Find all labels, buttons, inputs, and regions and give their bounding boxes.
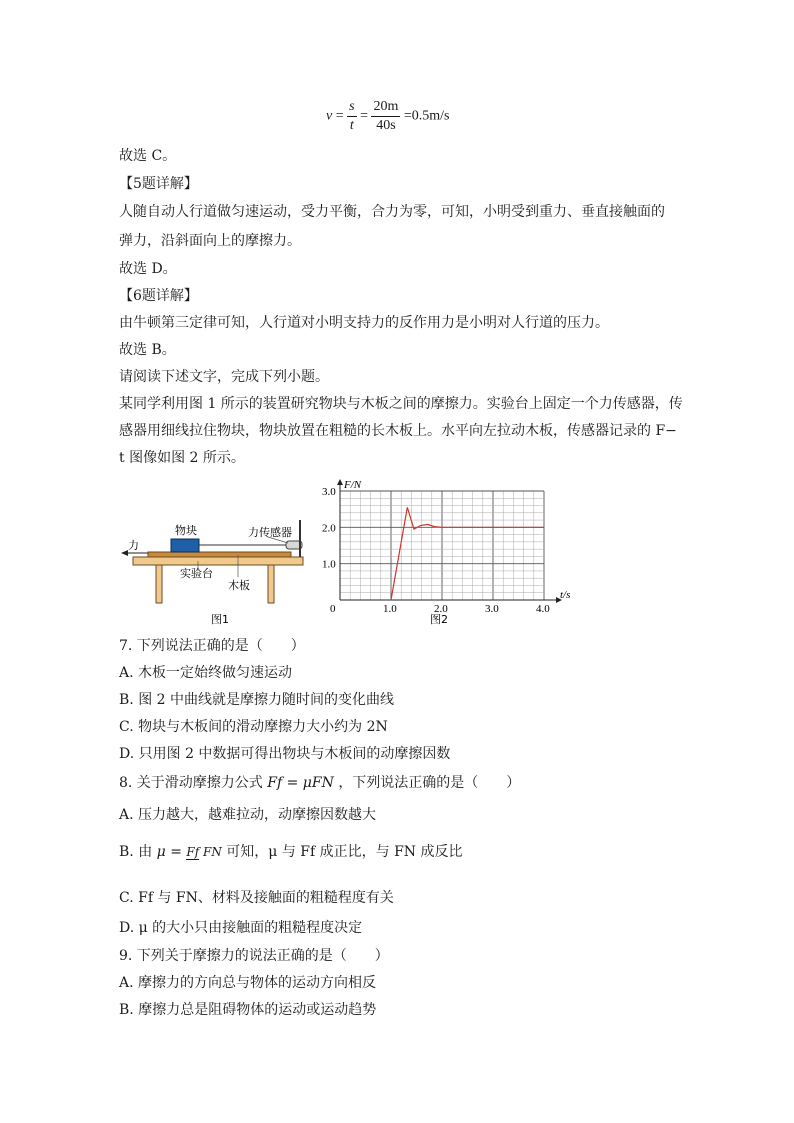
- label-force: 力: [128, 539, 139, 552]
- block: [171, 539, 199, 552]
- formula-numerator: 20m: [371, 98, 400, 117]
- y-axis-arrowhead: [337, 479, 343, 485]
- x-tick-label: 3.0: [485, 603, 499, 615]
- question-8-stem-start: 8. 关于滑动摩擦力公式: [119, 775, 263, 791]
- section-heading-6: 【6题详解】: [119, 288, 198, 304]
- chart-grid: [340, 491, 544, 600]
- chart-origin-label: 0: [330, 603, 336, 615]
- figure-2-chart: [318, 478, 588, 628]
- question-8-stem: [119, 773, 520, 793]
- y-tick-label: 1.0: [322, 558, 336, 571]
- question-9-option-a: A. 摩擦力的方向总与物体的运动方向相反: [119, 975, 377, 991]
- question-8-option-b: [119, 835, 463, 869]
- formula-eq2: =: [360, 108, 368, 124]
- answer-line: 故选 D。: [119, 261, 177, 277]
- formula-eq1: =: [335, 108, 344, 124]
- table-leg-right: [268, 565, 274, 603]
- chart-ylabel: F/N: [344, 479, 362, 491]
- force-time-curve: [391, 507, 544, 600]
- x-tick-label: 1.0: [383, 603, 397, 615]
- question-9-option-b: B. 摩擦力总是阻碍物体的运动或运动趋势: [119, 1002, 377, 1018]
- question-8-option-a: A. 压力越大，越难拉动，动摩擦因数越大: [119, 807, 377, 823]
- pull-arrowhead: [121, 550, 128, 556]
- table-top: [133, 557, 303, 565]
- passage-line: 感器用细线拉住物块，物块放置在粗糙的长木板上。水平向左拉动木板，传感器记录的 F−: [119, 423, 677, 439]
- chart-xlabel: t/s: [560, 589, 571, 601]
- instruction-line: 请阅读下述文字，完成下列小题。: [119, 369, 329, 385]
- question-9-stem: 9. 下列关于摩擦力的说法正确的是（ ）: [119, 948, 389, 964]
- option-b-fraction: [186, 835, 221, 869]
- formula-denominator: 40s: [376, 118, 396, 133]
- y-tick-label: 3.0: [322, 486, 336, 498]
- option-b-prefix: B. 由: [119, 844, 153, 860]
- wooden-board: [148, 552, 291, 557]
- passage-line: 某同学利用图 1 所示的装置研究物块与木板之间的摩擦力。实验台上固定一个力传感器，传: [119, 396, 683, 412]
- formula-fraction-st: [347, 98, 356, 135]
- answer-line: 故选 C。: [119, 148, 177, 164]
- question-7-option-d: D. 只用图 2 中数据可得出物块与木板间的动摩擦因数: [119, 746, 451, 762]
- section-heading-5: 【5题详解】: [119, 176, 198, 192]
- question-8-formula: Ff = μFN: [267, 775, 334, 791]
- formula-t: t: [349, 118, 354, 133]
- question-8-option-d: D. μ 的大小只由接触面的粗糙程度决定: [119, 920, 363, 936]
- chart-series: [391, 507, 544, 600]
- label-block: 物块: [175, 524, 197, 537]
- label-board: 木板: [228, 579, 250, 592]
- x-tick-label: 4.0: [536, 603, 550, 615]
- label-sensor: 力传感器: [248, 526, 292, 539]
- option-b-denominator: FN: [203, 845, 222, 859]
- option-b-numerator: Ff: [186, 845, 200, 859]
- x-tick-label: 2.0: [434, 603, 448, 615]
- formula-v: v: [326, 108, 333, 124]
- table-leg-left: [156, 565, 162, 603]
- question-7-stem: 7. 下列说法正确的是（ ）: [119, 638, 305, 654]
- y-tick-label: 2.0: [322, 522, 336, 535]
- explanation-line: 人随自动人行道做匀速运动，受力平衡，合力为零，可知，小明受到重力、垂直接触面的: [119, 204, 665, 220]
- formula-fraction-values: [371, 98, 400, 135]
- question-8-stem-end: ，下列说法正确的是（ ）: [338, 775, 521, 791]
- label-table: 实验台: [180, 567, 213, 580]
- question-7-option-b: B. 图 2 中曲线就是摩擦力随时间的变化曲线: [119, 692, 394, 708]
- explanation-line: 弹力，沿斜面向上的摩擦力。: [119, 233, 301, 249]
- option-b-mu: μ =: [156, 844, 182, 860]
- velocity-formula: [326, 98, 450, 135]
- formula-result: =0.5m/s: [403, 108, 450, 124]
- figure-1-apparatus: [118, 515, 318, 630]
- answer-line: 故选 B。: [119, 342, 176, 358]
- question-7-option-a: A. 木板一定始终做匀速运动: [119, 665, 293, 681]
- explanation-line: 由牛顿第三定律可知，人行道对小明支持力的反作用力是小明对人行道的压力。: [119, 315, 609, 331]
- formula-s: s: [347, 98, 356, 117]
- question-8-option-c: C. Ff 与 FN、材料及接触面的粗糙程度有关: [119, 890, 394, 906]
- passage-line: t 图像如图 2 所示。: [119, 450, 245, 466]
- figure-2-caption: 图2: [430, 613, 448, 626]
- figure-1-caption: 图1: [211, 613, 229, 626]
- question-7-option-c: C. 物块与木板间的滑动摩擦力大小约为 2N: [119, 719, 388, 735]
- option-b-suffix: 可知，μ 与 Ff 成正比，与 FN 成反比: [226, 844, 463, 860]
